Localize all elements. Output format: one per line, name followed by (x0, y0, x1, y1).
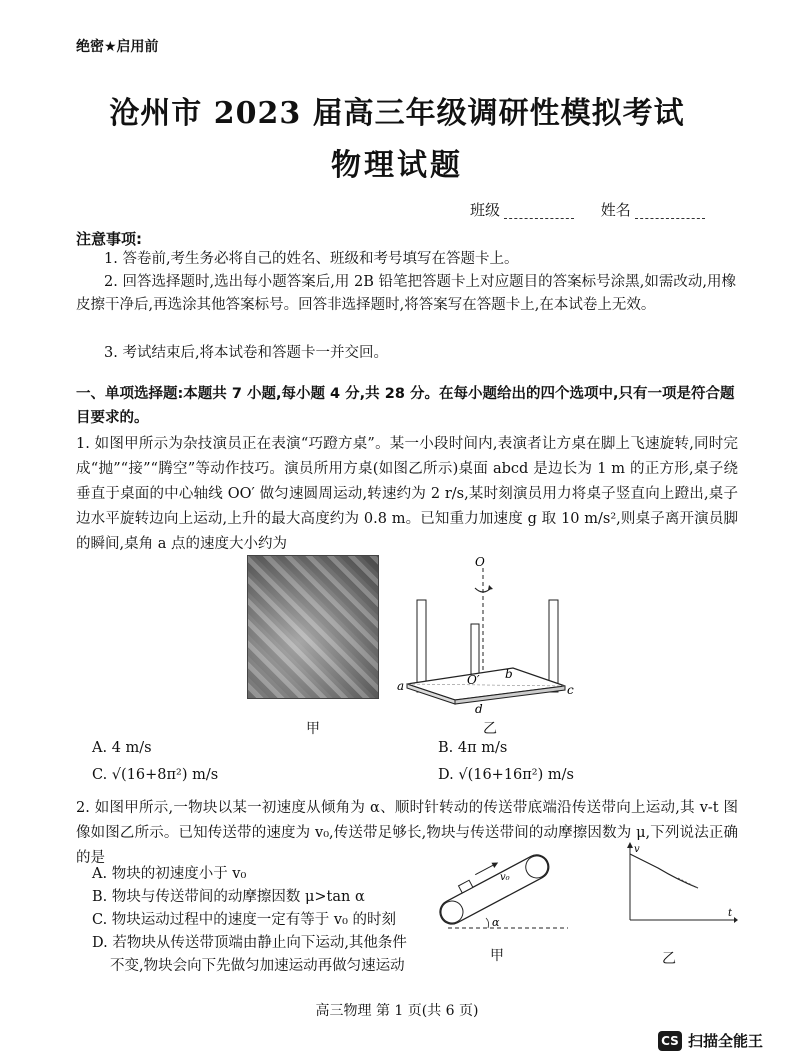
label-a: a (397, 679, 405, 693)
name-label: 姓名 (600, 201, 631, 219)
label-v: v (634, 844, 640, 855)
label-alpha: α (492, 916, 500, 929)
q2-option-d[interactable]: D. 若物块从传送带顶端由静止向下运动,其他条件 (92, 935, 407, 951)
page-footer: 高三物理 第 1 页(共 6 页) (315, 1003, 479, 1019)
section-heading: 一、单项选择题:本题共 7 小题,每小题 4 分,共 28 分。在每小题给出的四个选项中,只有一项是符合题目要求的。 (76, 386, 735, 426)
q1-option-b[interactable]: B. 4π m/s (438, 740, 508, 756)
question-1-stem: 1. 如图甲所示为杂技演员正在表演“巧蹬方桌”。某一小段时间内,表演者让方桌在脚上飞速旋转,同时完成“抛”“接”“腾空”等动作技巧。演员所用方桌(如图乙所示)桌面 abcd 是边长为 1 m 的正方形,桌子绕垂直于桌面的中心轴线 OO′ 做匀速圆周运动,转速约为 2 r/s,某时刻演员用力将桌子竖直向上蹬出,桌子边水平旋转边向上运动,上升的最大高度约为 0.8 m。已知重力加速度 g 取 10 m/s²,则桌子离开演员脚的瞬间,桌角 a 点的速度大小约为 (76, 436, 738, 552)
label-O-prime: O′ (467, 673, 480, 687)
exam-title: 沧州市 2023 届高三年级调研性模拟考试 (109, 96, 685, 131)
table-diagram (395, 548, 585, 718)
q1-option-c[interactable]: C. √(16+8π²) m/s (92, 767, 219, 783)
q1-fig-b-caption: 乙 (483, 721, 497, 737)
label-d: d (475, 702, 483, 716)
q2-fig-a-caption: 甲 (490, 948, 504, 964)
conveyor-diagram (430, 850, 570, 940)
q2-fig-b-caption: 乙 (662, 951, 676, 967)
note-item-1: 1. 答卷前,考生务必将自己的姓名、班级和考号填写在答题卡上。 (104, 251, 519, 267)
q1-fig-a-caption: 甲 (306, 721, 320, 737)
q1-option-a[interactable]: A. 4 m/s (92, 740, 152, 756)
label-b: b (505, 667, 513, 681)
q2-option-d-cont: 不变,物块会向下先做匀加速运动再做匀速运动 (110, 958, 405, 974)
cs-logo-icon: CS (658, 1031, 682, 1051)
q2-option-c[interactable]: C. 物块运动过程中的速度一定有等于 v₀ 的时刻 (92, 912, 397, 928)
secret-label: 绝密★启用前 (76, 39, 159, 55)
scanner-watermark (658, 1030, 763, 1051)
class-field[interactable] (504, 204, 574, 219)
watermark-text: 扫描全能王 (688, 1032, 764, 1050)
label-c: c (567, 683, 574, 697)
class-label: 班级 (470, 201, 501, 219)
class-name-row (470, 199, 727, 220)
label-t: t (728, 908, 733, 919)
q2-option-a[interactable]: A. 物块的初速度小于 v₀ (92, 866, 247, 882)
name-field[interactable] (635, 204, 705, 219)
note-item-3: 3. 考试结束后,将本试卷和答题卡一并交回。 (104, 345, 389, 361)
q2-option-b[interactable]: B. 物块与传送带间的动摩擦因数 μ>tan α (92, 889, 365, 905)
question-2-stem: 2. 如图甲所示,一物块以某一初速度从倾角为 α、顺时针转动的传送带底端沿传送带向上运动,其 v-t 图像如图乙所示。已知传送带的速度为 v₀,传送带足够长,物块与传送带间的动摩擦因数为 μ,下列说法正确的是 (76, 800, 738, 866)
exam-subtitle: 物理试题 (331, 148, 463, 183)
q1-option-d[interactable]: D. √(16+16π²) m/s (438, 767, 574, 783)
notes-title: 注意事项: (76, 230, 142, 248)
label-v0: v₀ (500, 872, 510, 883)
note-item-2: 2. 回答选择题时,选出每小题答案后,用 2B 铅笔把答题卡上对应题目的答案标号涂黑,如需改动,用橡皮擦干净后,再选涂其他答案标号。回答非选择题时,将答案写在答题卡上,在本试卷上无效。 (76, 274, 736, 313)
label-O: O (475, 555, 485, 569)
vt-graph (618, 842, 738, 930)
acrobat-photo (247, 555, 379, 699)
